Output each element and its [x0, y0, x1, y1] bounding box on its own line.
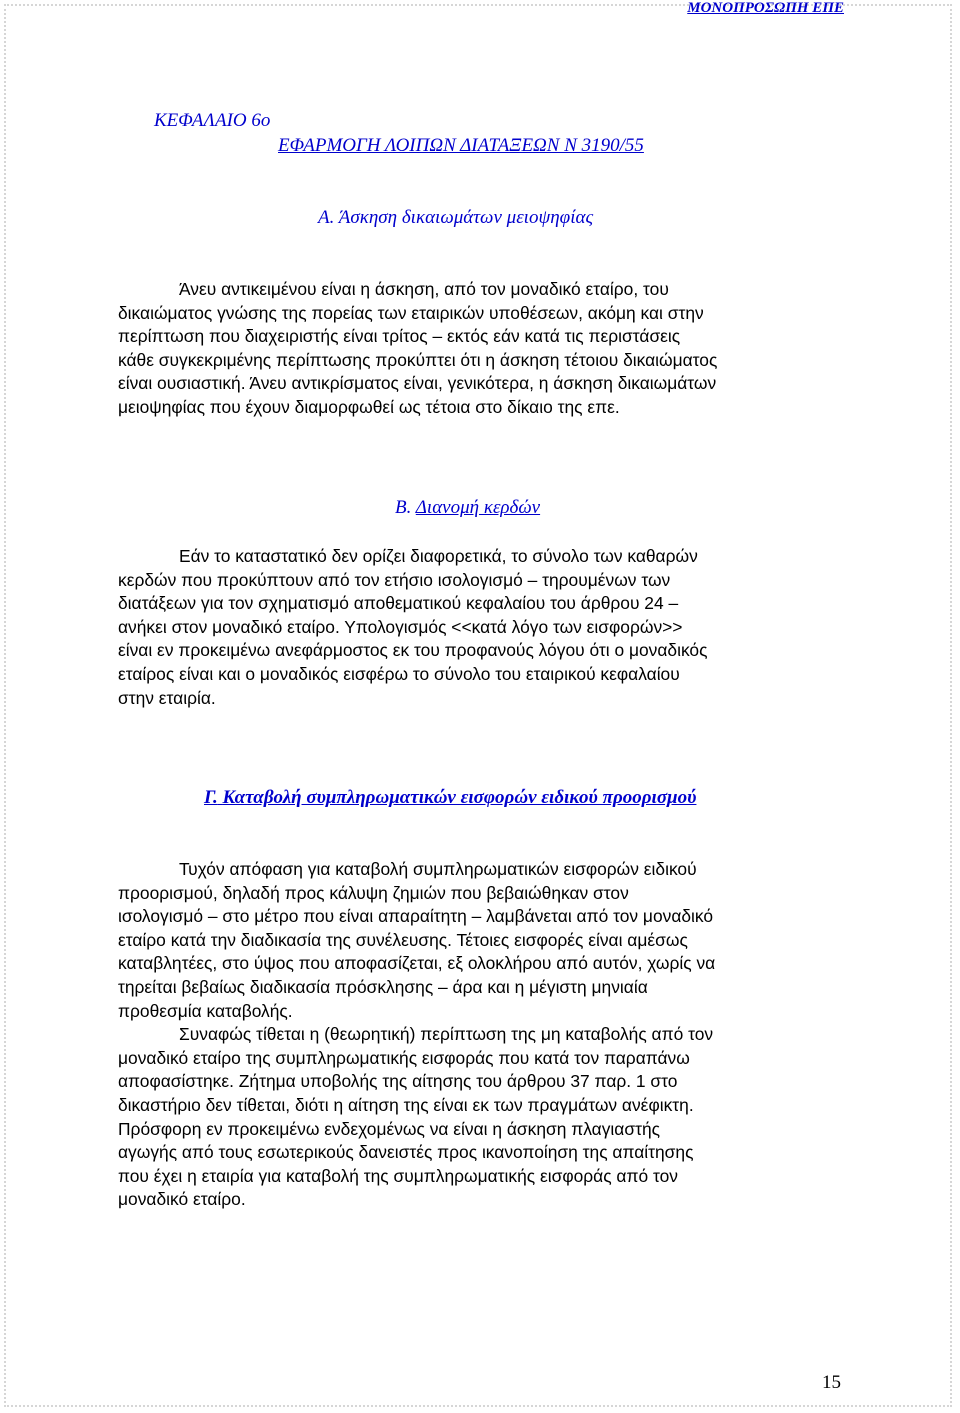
- section-c-heading: [204, 787, 696, 809]
- section-a-heading: [318, 207, 593, 229]
- section-c-letter: Γ.: [204, 787, 218, 808]
- section-a-body: [118, 278, 848, 420]
- text-line: στην εταιρία.: [118, 687, 216, 708]
- section-a-letter: Α.: [318, 207, 335, 228]
- text-line: ισολογισμό – στο μέτρο που είναι απαραίτητη – λαμβάνεται από τον μοναδικό: [118, 906, 714, 927]
- section-b-letter: Β.: [395, 497, 412, 518]
- text-line: ανήκει στον μοναδικό εταίρο. Υπολογισμός <<κατά λόγο των εισφορών>>: [118, 616, 683, 637]
- text-line: δικαιώματος γνώσης της πορείας των εταιρικών υποθέσεων, ακόμη και στην: [118, 302, 704, 323]
- chapter-subtitle: ΕΦΑΡΜΟΓΗ ΛΟΙΠΩΝ ΔΙΑΤΑΞΕΩΝ Ν 3190/55: [278, 135, 644, 156]
- text-line: Εάν το καταστατικό δεν ορίζει διαφορετικά, το σύνολο των καθαρών: [179, 546, 698, 566]
- text-line: Πρόσφορη εν προκειμένω ενδεχομένως να είναι η άσκηση πλαγιαστής: [118, 1118, 660, 1139]
- page-number: 15: [822, 1372, 841, 1393]
- text-line: μειοψηφίας που έχουν διαμορφωθεί ως τέτοια στο δίκαιο της επε.: [118, 396, 620, 417]
- section-b-body: [118, 545, 848, 710]
- text-line: εταίρος είναι και ο μοναδικός εισφέρω το σύνολο του εταιρικού κεφαλαίου: [118, 663, 680, 684]
- section-c-body: [118, 858, 848, 1212]
- running-header: ΜΟΝΟΠΡΟΣΩΠΗ ΕΠΕ: [687, 0, 844, 16]
- text-line: Άνευ αντικειμένου είναι η άσκηση, από τον μοναδικό εταίρο, του: [179, 279, 669, 299]
- section-b-heading: [395, 497, 540, 519]
- text-line: είναι ουσιαστική. Άνευ αντικρίσματος είναι, γενικότερα, η άσκηση δικαιωμάτων: [118, 373, 717, 394]
- text-line: μοναδικό εταίρο της συμπληρωματικής εισφοράς που κατά τον παραπάνω: [118, 1047, 690, 1068]
- text-line: καταβλητέες, στο ύψος που αποφασίζεται, εξ ολοκλήρου από αυτόν, χωρίς να: [118, 953, 716, 974]
- section-a-title: Άσκηση δικαιωμάτων μειοψηφίας: [338, 207, 594, 228]
- text-line: δικαστήριο δεν τίθεται, διότι η αίτηση της είναι εκ των πραγμάτων ανέφικτη.: [118, 1094, 694, 1115]
- text-line: αγωγής από τους εσωτερικούς δανειστές προς ικανοποίηση της απαίτησης: [118, 1142, 694, 1163]
- text-line: που έχει η εταιρία για καταβολή της συμπληρωματικής εισφοράς από τον: [118, 1165, 678, 1186]
- text-line: προορισμού, δηλαδή προς κάλυψη ζημιών που βεβαιώθηκαν στον: [118, 882, 629, 903]
- chapter-title: ΚΕΦΑΛΑΙΟ 6ο: [154, 110, 271, 131]
- section-b-title: Διανομή κερδών: [415, 497, 541, 518]
- text-line: διατάξεων για τον σχηματισμό αποθεματικού κεφαλαίου του άρθρου 24 –: [118, 593, 679, 614]
- text-line: Τυχόν απόφαση για καταβολή συμπληρωματικών εισφορών ειδικού: [179, 859, 697, 879]
- text-line: μοναδικό εταίρο.: [118, 1189, 246, 1210]
- text-line: κερδών που προκύπτουν από τον ετήσιο ισολογισμό – τηρουμένων των: [118, 569, 671, 590]
- text-line: κάθε συγκεκριμένης περίπτωσης προκύπτει ότι η άσκηση τέτοιου δικαιώματος: [118, 349, 718, 370]
- text-line: εταίρο κατά την διαδικασία της συνέλευσης. Τέτοιες εισφορές είναι αμέσως: [118, 929, 688, 950]
- text-line: τηρείται βεβαίως διαδικασία πρόσκλησης – άρα και η μέγιστη μηνιαία: [118, 976, 648, 997]
- section-c-title: Καταβολή συμπληρωματικών εισφορών ειδικού προορισμού: [222, 787, 697, 808]
- text-line: προθεσμία καταβολής.: [118, 1000, 293, 1021]
- text-line: περίπτωση που διαχειριστής είναι τρίτος – εκτός εάν κατά τις περιστάσεις: [118, 326, 681, 347]
- text-line: είναι εν προκειμένω ανεφάρμοστος εκ του προφανούς λόγου ότι ο μοναδικός: [118, 640, 708, 661]
- text-line: αποφασίστηκε. Ζήτημα υποβολής της αίτησης του άρθρου 37 παρ. 1 στο: [118, 1071, 678, 1092]
- text-line: Συναφώς τίθεται η (θεωρητική) περίπτωση της μη καταβολής από τον: [179, 1024, 714, 1045]
